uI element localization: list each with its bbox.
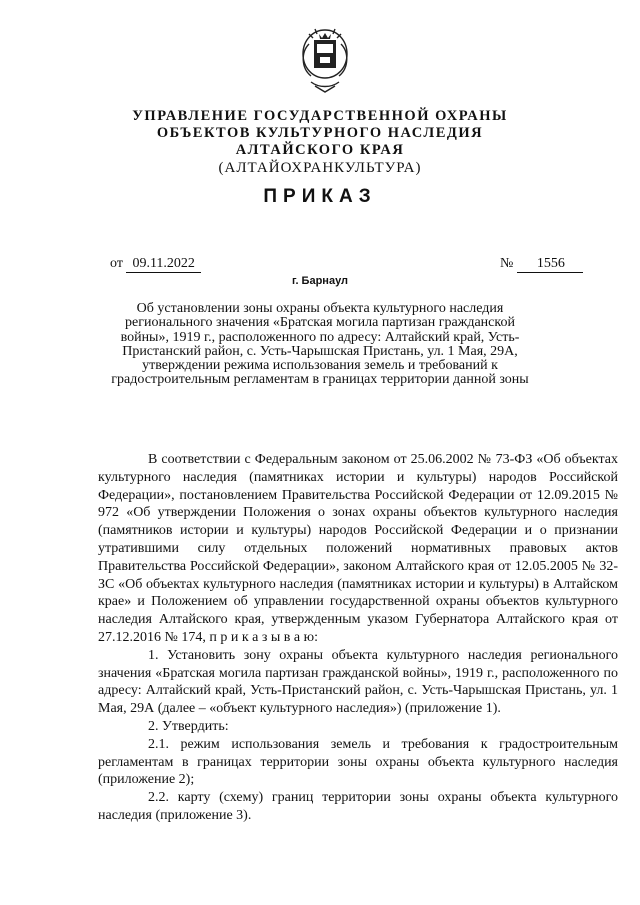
order-number: [500, 256, 583, 273]
city: г. Барнаул: [291, 275, 349, 287]
date-value: 09.11.2022: [126, 256, 200, 273]
org-line-3: АЛТАЙСКОГО КРАЯ: [235, 142, 405, 158]
preamble-paragraph: В соответствии с Федеральным законом от 25.06.2002 № 73-ФЗ «Об объектах культурного наследия (памятниках истории и культуры) народов Российской Федерации», постановлением Правительства Российской Федерации от 12.09.2015 № 972 «Об утверждении Положения о зонах охраны объектов культурного наследия (памятников истории и культуры) народов Российской Федерации и о признании утратившими силу отдельных положений нормативных правовых актов Правительства Российской Федерации», законом Алтайского края от 12.05.2005 № 32-ЗС «Об объектах культурного наследия (памятниках истории и культуры) в Алтайском крае» и Положением об управлении государственной охраны объектов культурного наследия Алтайского края, утвержденным указом Губернатора Алтайского края от 27.12.2016 № 174, п р и к а з ы в а ю:: [98, 452, 618, 645]
org-abbreviation: (АЛТАЙОХРАНКУЛЬТУРА): [218, 160, 422, 176]
date-prefix: от: [110, 256, 123, 271]
altai-coat-of-arms-emblem: [295, 24, 355, 96]
item-1-paragraph: 1. Установить зону охраны объекта культурного наследия регионального значения «Братская могила партизан гражданской войны», 1919 г., расположенного по адресу: Алтайский край, Усть-Пристанский район, с. Усть-Чарышская Пристань, ул. 1 Мая, 29А (далее – «объект культурного наследия») (приложение 1).: [98, 647, 618, 717]
document-type-title: ПРИКАЗ: [263, 186, 377, 207]
order-body: [98, 451, 618, 825]
item-2-1-paragraph: 2.1. режим использования земель и требования к градостроительным регламентам в границах территории зоны охраны объекта культурного наследия (приложение 2);: [98, 736, 618, 788]
number-prefix: №: [500, 256, 514, 271]
organization-name: [0, 108, 640, 177]
org-line-2: ОБЪЕКТОВ КУЛЬТУРНОГО НАСЛЕДИЯ: [156, 125, 484, 141]
item-2-paragraph: 2. Утвердить:: [148, 718, 229, 734]
order-subject: Об установлении зоны охраны объекта культурного наследия регионального значения «Братская могила партизан гражданской войны», 1919 г., расположенного по адресу: Алтайский край, Усть-Пристанский район, с. Усть-Чарышская Пристань, ул. 1 Мая, 29А, утверждении режима использования земель и требований к градостроительным регламентам в границах территории данной зоны: [111, 301, 529, 388]
order-date: [110, 256, 201, 273]
number-value: 1556: [517, 256, 583, 273]
item-2-2-paragraph: 2.2. карту (схему) границ территории зоны охраны объекта культурного наследия (приложение 3).: [98, 790, 618, 823]
org-line-1: УПРАВЛЕНИЕ ГОСУДАРСТВЕННОЙ ОХРАНЫ: [132, 108, 508, 124]
